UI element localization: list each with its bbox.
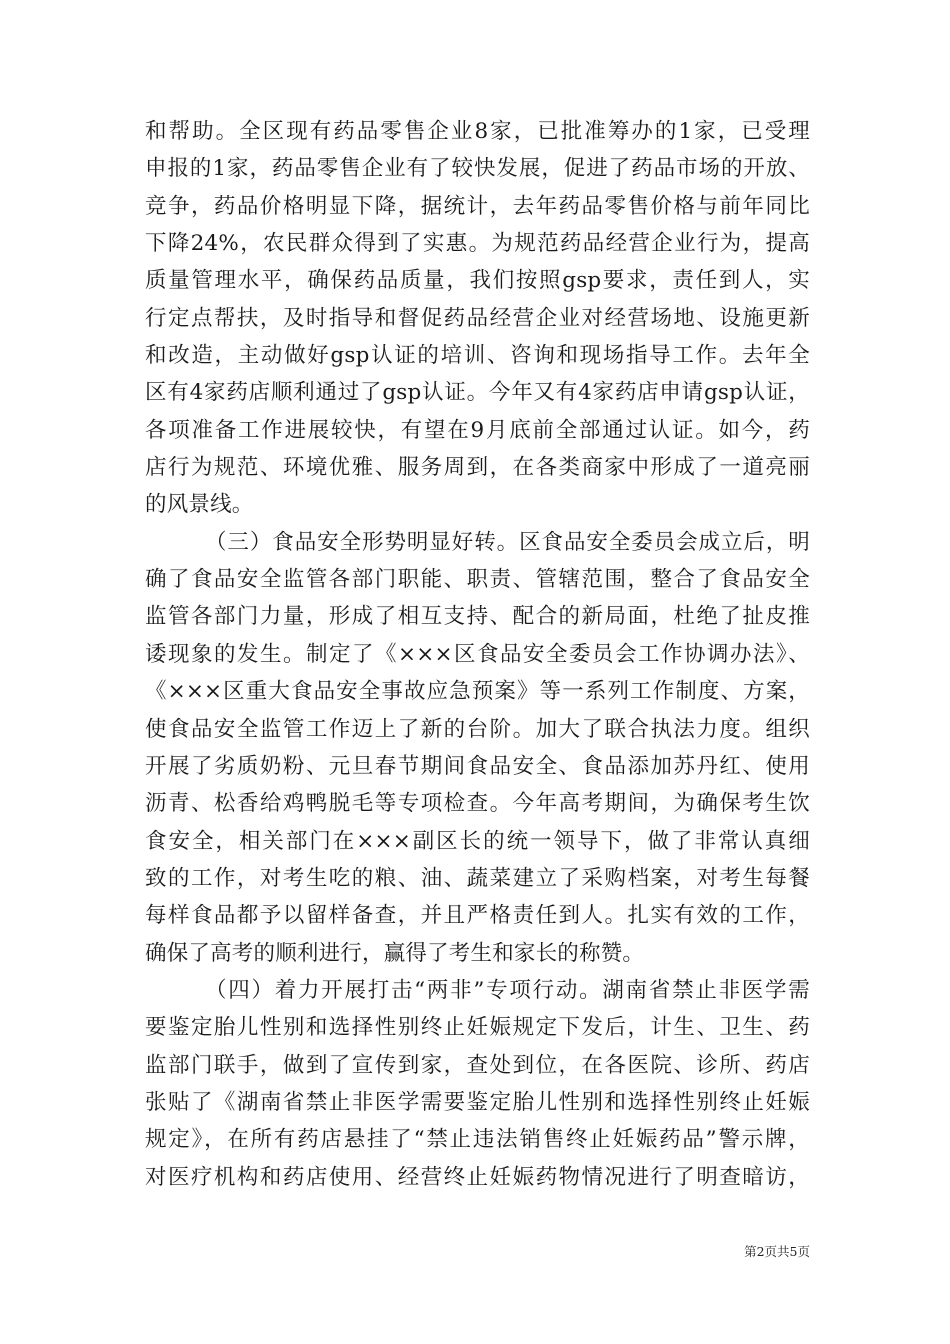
text-line: 要鉴定胎儿性别和选择性别终止妊娠规定下发后，计生、卫生、药: [145, 1015, 810, 1041]
section-heading-line: （三）食品安全形势明显好转。区食品安全委员会成立后，明: [205, 529, 810, 555]
text-line: 和改造，主动做好gsp认证的培训、咨询和现场指导工作。去年全: [145, 343, 810, 369]
text-line: 下降24%，农民群众得到了实惠。为规范药品经营企业行为，提高: [145, 231, 810, 257]
body-text: [145, 113, 810, 1196]
text-line: 监管各部门力量，形成了相互支持、配合的新局面，杜绝了扯皮推: [145, 604, 810, 630]
paragraph-end-line: 确保了高考的顺利进行，赢得了考生和家长的称赞。: [145, 940, 645, 966]
text-line: 质量管理水平，确保药品质量，我们按照gsp要求，责任到人，实: [145, 268, 810, 294]
text-line: 对医疗机构和药店使用、经营终止妊娠药物情况进行了明查暗访，: [145, 1164, 810, 1190]
text-line: 区有4家药店顺利通过了gsp认证。今年又有4家药店申请gsp认证，: [145, 380, 810, 406]
text-line: 监部门联手，做到了宣传到家，查处到位，在各医院、诊所、药店: [145, 1052, 810, 1078]
text-line: 沥青、松香给鸡鸭脱毛等专项检查。今年高考期间，为确保考生饮: [145, 791, 810, 817]
text-line: 确了食品安全监管各部门职能、职责、管辖范围，整合了食品安全: [145, 567, 810, 593]
text-line: 使食品安全监管工作迈上了新的台阶。加大了联合执法力度。组织: [145, 716, 810, 742]
paragraph-end-line: 的风景线。: [145, 492, 254, 518]
text-line: 每样食品都予以留样备查，并且严格责任到人。扎实有效的工作，: [145, 903, 810, 929]
text-line: 和帮助。全区现有药品零售企业8家，已批准筹办的1家，已受理: [145, 119, 810, 144]
text-line: 行定点帮扶，及时指导和督促药品经营企业对经营场地、设施更新: [145, 305, 810, 331]
section-heading-line: （四）着力开展打击“两非”专项行动。湖南省禁止非医学需: [205, 977, 810, 1003]
text-line: 店行为规范、环境优雅、服务周到，在各类商家中形成了一道亮丽: [145, 455, 810, 481]
text-line: 竞争，药品价格明显下降，据统计，去年药品零售价格与前年同比: [145, 193, 810, 219]
text-line: 《×××区重大食品安全事故应急预案》等一系列工作制度、方案，: [145, 679, 810, 705]
text-line: 各项准备工作进展较快，有望在9月底前全部通过认证。如今，药: [145, 417, 810, 443]
text-line: 规定》，在所有药店悬挂了“禁止违法销售终止妊娠药品”警示牌，: [145, 1127, 810, 1153]
text-line: 申报的1家，药品零售企业有了较快发展，促进了药品市场的开放、: [145, 156, 810, 182]
text-line: 张贴了《湖南省禁止非医学需要鉴定胎儿性别和选择性别终止妊娠: [145, 1089, 810, 1115]
page-number: 第2页共5页: [744, 1244, 810, 1259]
text-line: 开展了劣质奶粉、元旦春节期间食品安全、食品添加苏丹红、使用: [145, 753, 810, 779]
text-line: 致的工作，对考生吃的粮、油、蔬菜建立了采购档案，对考生每餐: [145, 865, 810, 891]
text-line: 诿现象的发生。制定了《×××区食品安全委员会工作协调办法》、: [145, 641, 810, 667]
text-line: 食安全，相关部门在×××副区长的统一领导下，做了非常认真细: [145, 828, 810, 854]
